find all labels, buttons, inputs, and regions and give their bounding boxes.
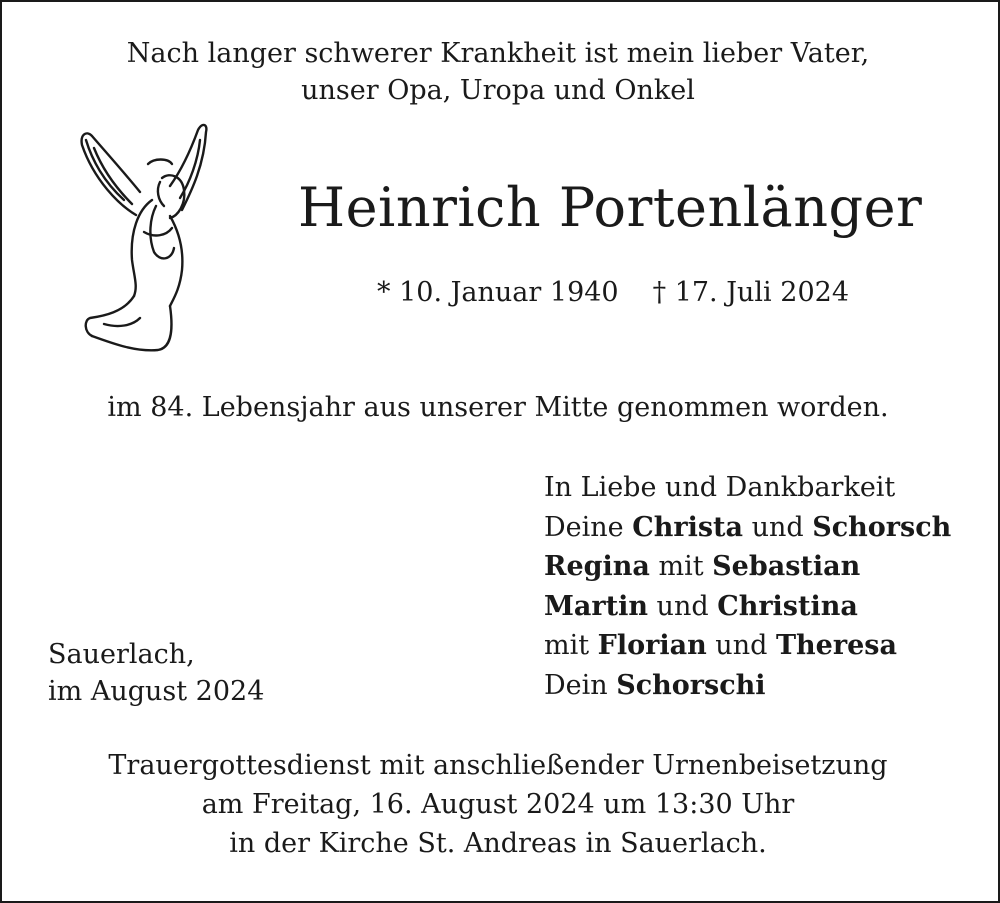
deceased-name: Heinrich Portenlänger [298, 176, 923, 239]
service-line-2: am Freitag, 16. August 2024 um 13:30 Uhr [201, 789, 795, 820]
family-name: Regina [544, 551, 650, 582]
family-name: Schorschi [616, 669, 766, 701]
birth-date: * 10. Januar 1940 [377, 277, 619, 308]
family-name: Christina [717, 590, 858, 622]
place-and-date [48, 636, 264, 710]
angel-icon [74, 120, 224, 360]
service-line-1: Trauergottesdienst mit anschließender Urnenbeisetzung [108, 750, 888, 781]
family-name: Florian [597, 630, 707, 661]
family-line-3 [544, 547, 951, 587]
family-connector: und [743, 511, 813, 543]
life-dates [0, 273, 1000, 313]
family-connector: Deine [544, 511, 633, 543]
service-line-3: in der Kirche St. Andreas in Sauerlach. [229, 828, 767, 859]
family-line-1: In Liebe und Dankbarkeit [544, 472, 896, 503]
family-name: Martin [544, 590, 648, 622]
family-name: Christa [632, 511, 743, 543]
family-line-4 [544, 587, 951, 627]
intro-line-2: unser Opa, Uropa und Onkel [301, 75, 695, 106]
family-name: Sebastian [712, 551, 861, 582]
family-name: Schorsch [812, 511, 952, 543]
family-connector: und [647, 590, 718, 622]
place-line-1: Sauerlach, [48, 639, 195, 670]
family-line-5 [544, 626, 951, 666]
family-line-2 [544, 508, 951, 548]
place-line-2: im August 2024 [48, 676, 265, 707]
death-date: † 17. Juli 2024 [652, 277, 849, 308]
family-connector: und [706, 630, 776, 661]
intro-line-1: Nach langer schwerer Krankheit ist mein lieber Vater, [126, 38, 870, 69]
family-connector: Dein [544, 669, 617, 701]
passing-text: im 84. Lebensjahr aus unserer Mitte genommen worden. [107, 392, 889, 423]
family-connector: mit [544, 630, 598, 661]
family-connector: mit [649, 551, 713, 582]
family-name: Theresa [775, 630, 897, 661]
family-signature [544, 468, 951, 705]
family-line-6 [544, 666, 951, 706]
